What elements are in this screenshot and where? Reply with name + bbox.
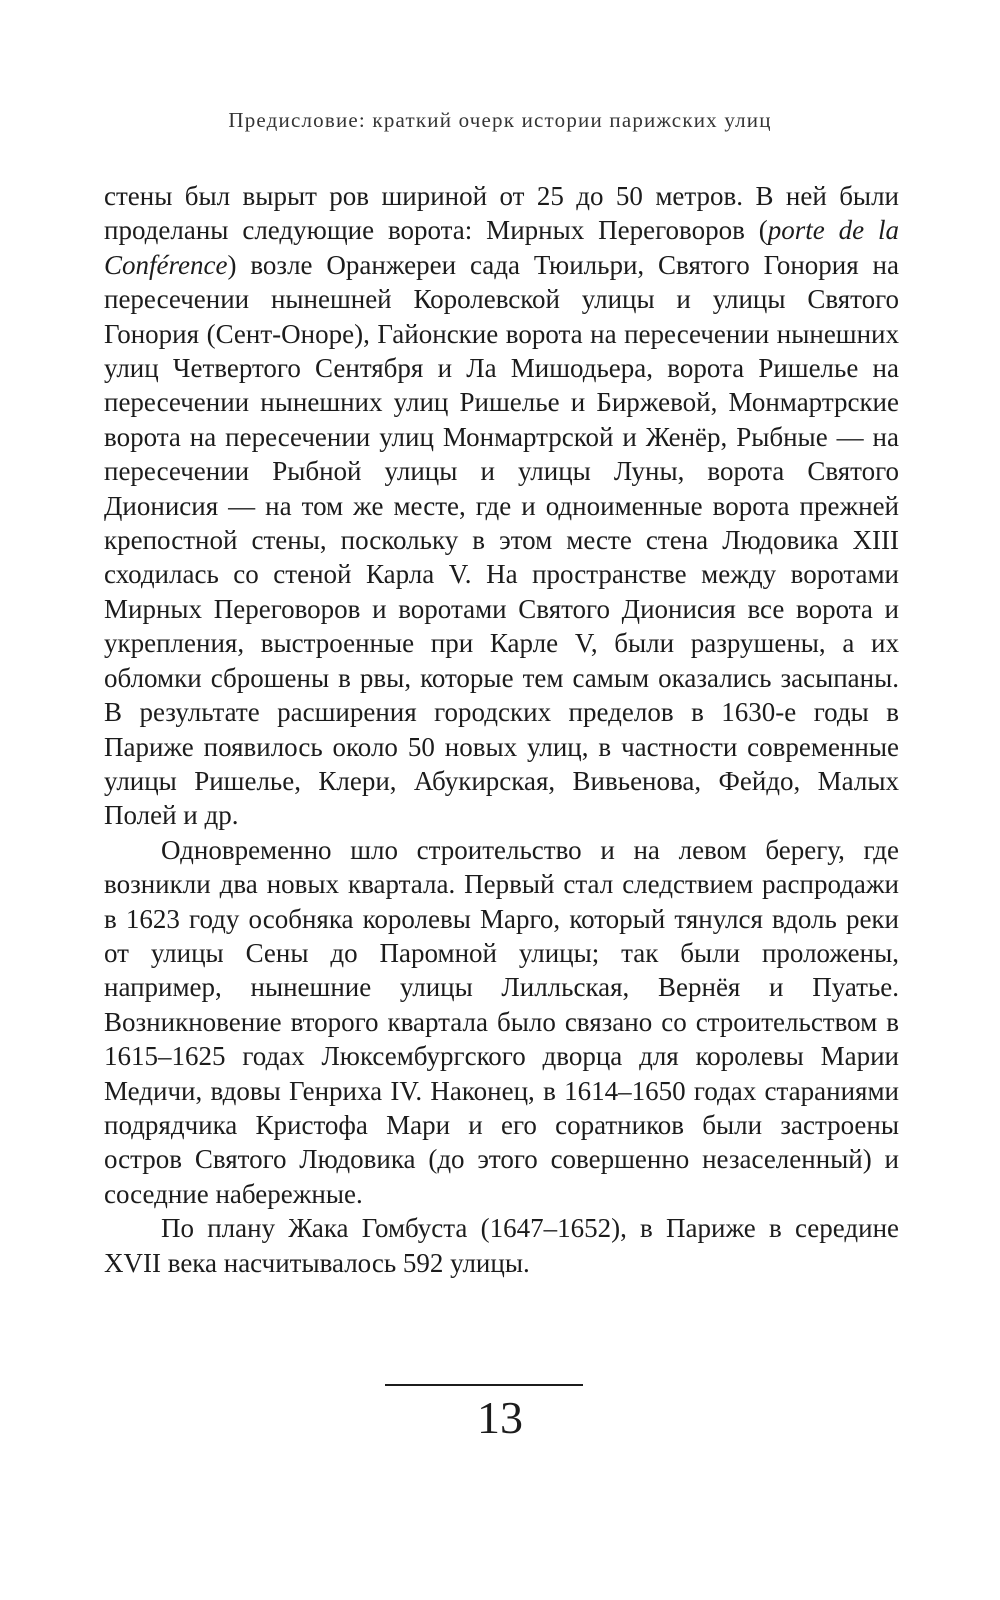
page-number: 13 <box>477 1392 523 1443</box>
paragraph-1-italic-term: porte de la Conférence <box>104 215 900 280</box>
paragraph-1-text-a: стены был вырыт ров шириной от 25 до 50 метров. В ней были проделаны следующие ворота: Мирных Переговоров ( <box>104 181 899 246</box>
running-header: Предисловие: краткий очерк истории парижских улиц <box>228 108 772 132</box>
paragraph-2: Одновременно шло строительство и на левом берегу, где возникли два новых квартала. Первый стал следствием распродажи в 1623 году особняка королевы Марго, который тянулся вдоль реки от улицы Сены до Паромной улицы; так были проложены, например, нынешние улицы Лилльская, Вернёя и Пуатье. Возникновение второго квартала было связано со строительством в 1615–1625 годах Люксембургского дворца для королевы Марии Медичи, вдовы Генриха IV. Наконец, в 1614–1650 годах стараниями подрядчика Кристофа Мари и его соратников были застроены остров Святого Людовика (до этого совершенно незаселенный) и соседние набережные. <box>104 834 899 1209</box>
body-text <box>104 179 899 1280</box>
paragraph-1 <box>104 179 899 833</box>
paragraph-3: По плану Жака Гомбуста (1647–1652), в Париже в середине XVII века насчитывалось 592 улицы. <box>104 1213 899 1278</box>
paragraph-1-text-b: ) возле Оранжереи сада Тюильри, Святого Гонория на пересечении нынешней Королевской улицы и улицы Святого Гонория (Сент-Оноре), Гайонские ворота на пересечении нынешних улиц Четвертого Сентября и Ла Мишодьера, ворота Ришелье на пересечении нынешних улиц Ришелье и Биржевой, Монмартрские ворота на пересечении улиц Монмартрской и Женёр, Рыбные — на пересечении Рыбной улицы и улицы Луны, ворота Святого Дионисия — на том же месте, где и одноименные ворота прежней крепостной стены, поскольку в этом месте стена Людовика XIII сходилась со стеной Карла V. На пространстве между воротами Мирных Переговоров и воротами Святого Дионисия все ворота и укрепления, выстроенные при Карле V, были разрушены, а их обломки сброшены в рвы, которые тем самым оказались засыпаны. В результате расширения городских пределов в 1630-е годы в Париже появилось около 50 новых улиц, в частности современные улицы Ришелье, Клери, Абукирская, Вивьенова, Фейдо, Малых Полей и др. <box>104 249 899 831</box>
folio-rule <box>385 1384 583 1386</box>
